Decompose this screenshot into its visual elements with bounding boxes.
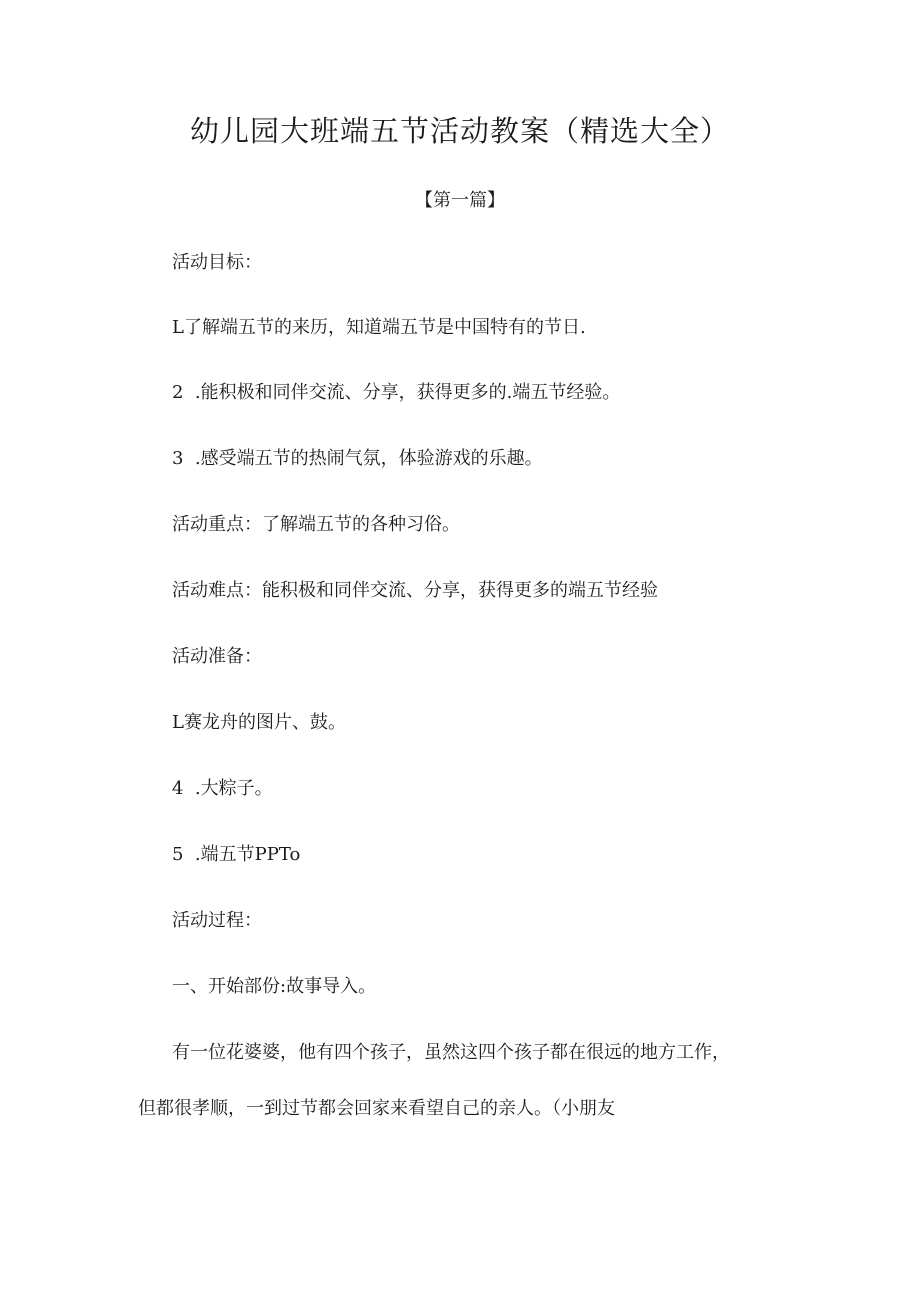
text-line-goals-heading: 活动目标： (172, 252, 262, 273)
section-label: 【第一篇】 (415, 190, 505, 211)
story-paragraph-line-1: 有一位花婆婆，他有四个孩子，虽然这四个孩子都在很远的地方工作， (172, 1042, 730, 1063)
text-line-process-heading: 活动过程： (172, 910, 262, 931)
text-line-preparation-heading: 活动准备： (172, 646, 262, 667)
text-line-prep-3: 5 .端五节PPTo (172, 844, 301, 865)
text-line-goal-1: L了解端五节的来历，知道端五节是中国特有的节日. (172, 317, 586, 338)
text-line-goal-2: 2 .能积极和同伴交流、分享，获得更多的.端五节经验。 (172, 382, 621, 403)
text-line-goal-3: 3 .感受端五节的热闹气氛，体验游戏的乐趣。 (172, 448, 543, 469)
text-line-prep-1: L赛龙舟的图片、鼓。 (172, 712, 346, 733)
text-line-key-point: 活动重点：了解端五节的各种习俗。 (172, 514, 460, 535)
text-line-prep-2: 4 .大粽子。 (172, 778, 273, 799)
story-paragraph-line-2: 但都很孝顺，一到过节都会回家来看望自己的亲人。（小朋友 (138, 1098, 615, 1119)
text-line-process-step-1: 一、开始部份:故事导入。 (172, 976, 377, 997)
text-line-difficulty: 活动难点：能积极和同伴交流、分享，获得更多的端五节经验 (172, 580, 658, 601)
document-title: 幼儿园大班端五节活动教案（精选大全） (189, 114, 730, 148)
